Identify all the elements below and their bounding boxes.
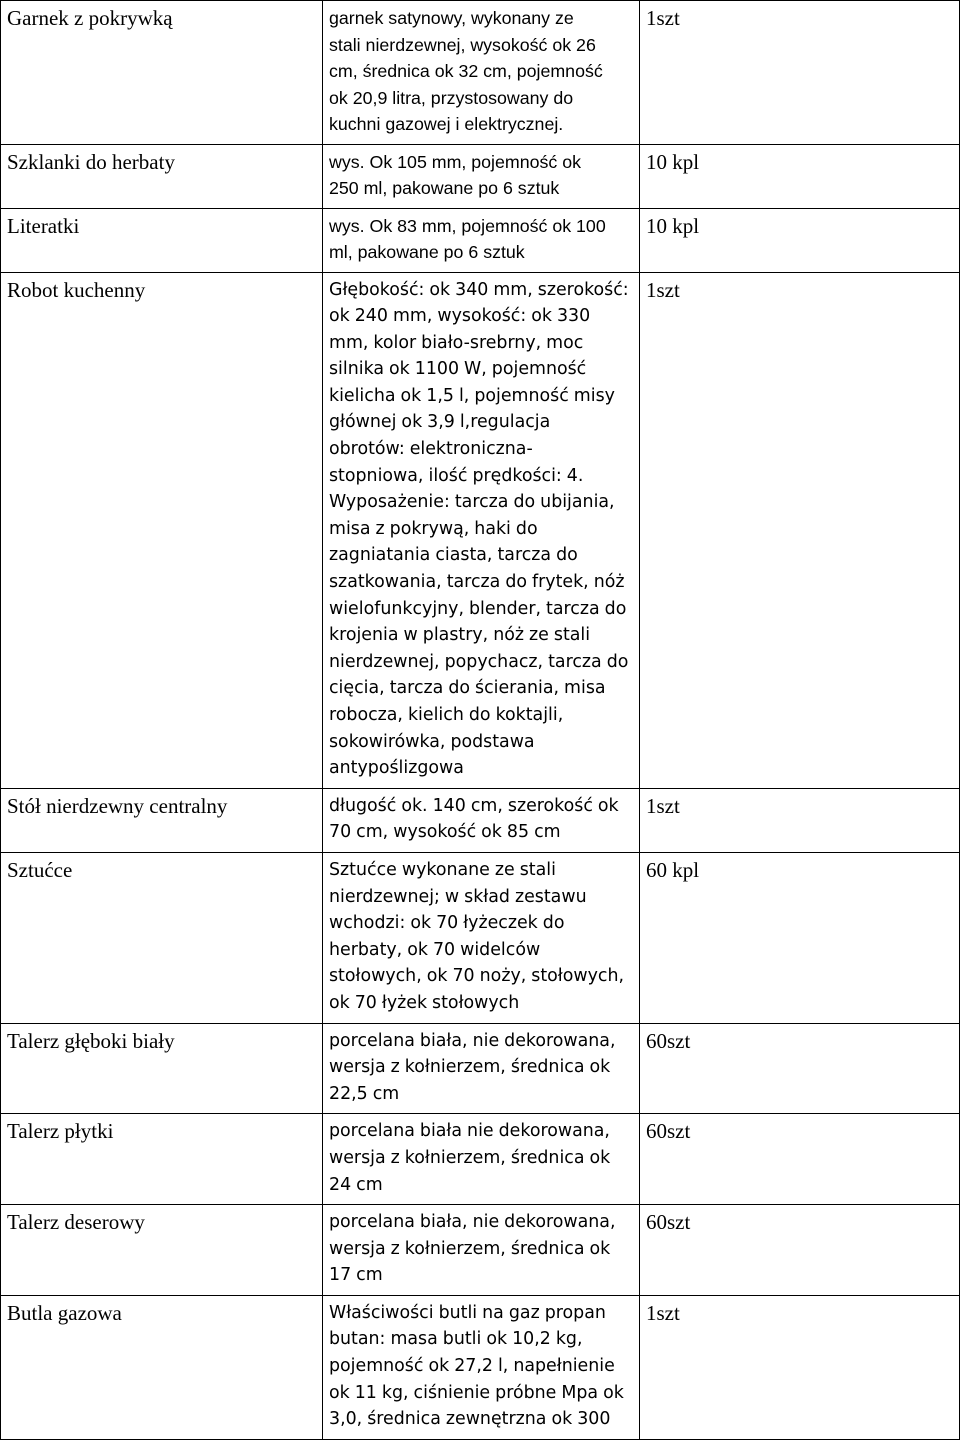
item-description-text: wys. Ok 83 mm, pojemność ok 100 ml, pakowane po 6 sztuk <box>329 215 606 262</box>
item-description-text: garnek satynowy, wykonany ze stali nierdzewnej, wysokość ok 26 cm, średnica ok 32 cm, pojemność ok 20,9 litra, przystosowany do kuchni gazowej i elektrycznej. <box>329 8 603 134</box>
item-description-text: długość ok. 140 cm, szerokość ok 70 cm, wysokość ok 85 cm <box>329 795 619 843</box>
table-row <box>1 144 960 208</box>
item-quantity: 60szt <box>639 1205 959 1296</box>
item-description-text: porcelana biała nie dekorowana, wersja z kołnierzem, średnica ok 24 cm <box>329 1121 611 1195</box>
item-description <box>323 1114 640 1205</box>
table-row <box>1 208 960 272</box>
item-description-text: Sztućce wykonane ze stali nierdzewnej; w skład zestawu wchodzi: ok 70 łyżeczek do herbaty, ok 70 widelców stołowych, ok 70 noży, stołowych, ok 70 łyżek stołowych <box>329 859 625 1013</box>
table-row <box>1 852 960 1023</box>
item-quantity: 60szt <box>639 1114 959 1205</box>
table-row <box>1 1023 960 1114</box>
item-description <box>323 1023 640 1114</box>
item-description-text: Głębokość: ok 340 mm, szerokość: ok 240 mm, wysokość: ok 330 mm, kolor biało-srebrny, moc silnika ok 1100 W, pojemność kielicha ok 1,5 l, pojemność misy głównej ok 3,9 l,regulacja obrotów: elektroniczna- stopniowa, ilość prędkości: 4. Wyposażenie: tarcza do ubijania, misa z pokrywą, haki do zagniatania ciasta, tarcza do szatkowania, tarcza do frytek, nóż wielofunkcyjny, blender, tarcza do krojenia w plastry, nóż ze stali nierdzewnej, popychacz, tarcza do cięcia, tarcza do ścierania, misa robocza, kielich do koktajli, sokowirówka, podstawa antypoślizgowa <box>329 279 629 779</box>
item-name: Talerz deserowy <box>1 1205 323 1296</box>
item-name: Garnek z pokrywką <box>1 1 323 145</box>
item-name: Talerz płytki <box>1 1114 323 1205</box>
item-quantity: 1szt <box>639 1295 959 1439</box>
item-description <box>323 1205 640 1296</box>
item-quantity: 1szt <box>639 788 959 852</box>
table-row <box>1 788 960 852</box>
item-quantity: 10 kpl <box>639 208 959 272</box>
item-quantity: 1szt <box>639 272 959 788</box>
item-description <box>323 208 640 272</box>
table-row <box>1 1114 960 1205</box>
item-description-text: wys. Ok 105 mm, pojemność ok 250 ml, pakowane po 6 sztuk <box>329 151 581 198</box>
item-quantity: 10 kpl <box>639 144 959 208</box>
item-name: Robot kuchenny <box>1 272 323 788</box>
item-name: Szklanki do herbaty <box>1 144 323 208</box>
item-name: Literatki <box>1 208 323 272</box>
item-description <box>323 144 640 208</box>
item-quantity: 60szt <box>639 1023 959 1114</box>
item-name: Talerz głęboki biały <box>1 1023 323 1114</box>
table-row <box>1 1295 960 1439</box>
item-name: Sztućce <box>1 852 323 1023</box>
item-description <box>323 852 640 1023</box>
table-row <box>1 272 960 788</box>
item-description <box>323 1 640 145</box>
item-quantity: 60 kpl <box>639 852 959 1023</box>
item-name: Butla gazowa <box>1 1295 323 1439</box>
item-description <box>323 272 640 788</box>
item-name: Stół nierdzewny centralny <box>1 788 323 852</box>
table-row <box>1 1205 960 1296</box>
item-description-text: porcelana biała, nie dekorowana, wersja z kołnierzem, średnica ok 22,5 cm <box>329 1030 616 1104</box>
item-description <box>323 788 640 852</box>
item-description-text: Właściwości butli na gaz propan butan: masa butli ok 10,2 kg, pojemność ok 27,2 l, napełnienie ok 11 kg, ciśnienie próbne Mpa ok 3,0, średnica zewnętrzna ok 300 <box>329 1302 624 1430</box>
item-description <box>323 1295 640 1439</box>
table-row <box>1 1 960 145</box>
item-description-text: porcelana biała, nie dekorowana, wersja z kołnierzem, średnica ok 17 cm <box>329 1212 616 1286</box>
item-quantity: 1szt <box>639 1 959 145</box>
